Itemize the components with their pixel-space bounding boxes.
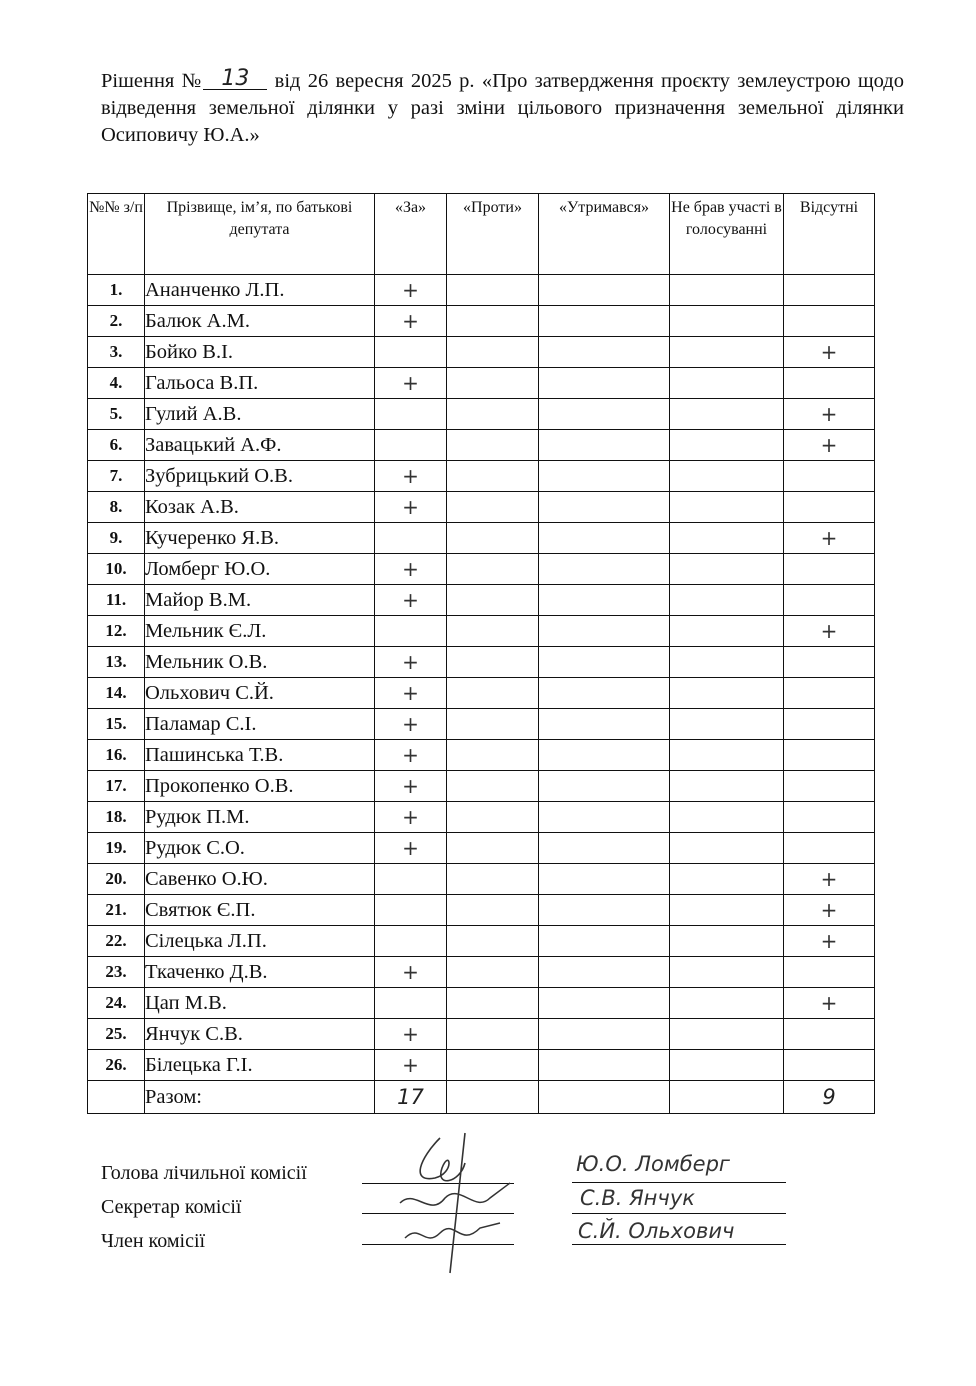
total-absent-value: 9 [822,1085,836,1109]
deputy-name: Зубрицький О.В. [145,461,375,492]
row-number: 14. [88,678,145,709]
vote-cell-proty [447,926,539,957]
role-member: Член комісії [101,1230,206,1252]
vote-cell-proty [447,802,539,833]
vote-cell-za [375,275,447,306]
handwritten-signatures-graphic [380,1128,520,1278]
row-number: 16. [88,740,145,771]
vote-cell-absent [784,678,875,709]
vote-cell-za [375,926,447,957]
vote-mark: + [820,867,838,891]
table-header-row [88,194,875,275]
vote-cell-absent [784,430,875,461]
vote-mark: + [402,309,419,333]
table-row [88,740,875,771]
deputy-name: Білецька Г.І. [145,1050,375,1081]
row-number: 21. [88,895,145,926]
total-proty-cell [447,1081,539,1114]
vote-cell-za [375,709,447,740]
vote-cell-utrymavsia [539,616,670,647]
vote-cell-not-voted [670,926,784,957]
row-number: 17. [88,771,145,802]
deputy-name: Мельник Є.Л. [145,616,375,647]
vote-cell-absent [784,709,875,740]
vote-cell-proty [447,1019,539,1050]
vote-mark: + [820,340,838,364]
vote-cell-absent [784,461,875,492]
row-number: 9. [88,523,145,554]
table-row [88,926,875,957]
row-number: 7. [88,461,145,492]
vote-cell-not-voted [670,678,784,709]
total-za-cell [375,1081,447,1114]
vote-cell-utrymavsia [539,771,670,802]
vote-mark: + [820,526,838,550]
vote-cell-proty [447,461,539,492]
vote-cell-proty [447,523,539,554]
vote-cell-not-voted [670,709,784,740]
vote-cell-absent [784,368,875,399]
vote-cell-absent [784,1019,875,1050]
table-row [88,430,875,461]
table-row [88,678,875,709]
vote-cell-not-voted [670,1050,784,1081]
vote-cell-utrymavsia [539,740,670,771]
vote-cell-proty [447,275,539,306]
vote-cell-utrymavsia [539,585,670,616]
signature-name-line-member [572,1244,786,1245]
vote-cell-za [375,1050,447,1081]
vote-cell-not-voted [670,802,784,833]
vote-cell-za [375,1019,447,1050]
table-row [88,492,875,523]
col-absent-header: Відсутні [784,194,875,275]
deputy-name: Савенко О.Ю. [145,864,375,895]
vote-cell-utrymavsia [539,709,670,740]
vote-mark: + [402,495,419,519]
vote-cell-utrymavsia [539,492,670,523]
vote-cell-absent [784,554,875,585]
vote-cell-utrymavsia [539,430,670,461]
table-row [88,802,875,833]
vote-cell-not-voted [670,647,784,678]
vote-cell-absent [784,740,875,771]
deputy-name: Кучеренко Я.В. [145,523,375,554]
decision-text: від 26 вересня 2025 р. «Про затвердження проєкту землеустрою щодо відведення земельної ділянки у разі зміни цільового призначення земельної ділянки Осиповичу Ю.А.» [101,70,904,146]
deputy-name: Майор В.М. [145,585,375,616]
vote-mark: + [402,681,419,705]
vote-mark: + [820,433,838,457]
vote-cell-utrymavsia [539,306,670,337]
vote-cell-not-voted [670,771,784,802]
vote-cell-absent [784,616,875,647]
vote-cell-absent [784,895,875,926]
deputy-name: Гальоса В.П. [145,368,375,399]
table-row [88,337,875,368]
vote-cell-za [375,337,447,368]
vote-cell-not-voted [670,957,784,988]
vote-mark: + [402,712,419,736]
vote-mark: + [402,650,419,674]
vote-cell-proty [447,895,539,926]
vote-cell-absent [784,492,875,523]
vote-cell-not-voted [670,740,784,771]
vote-cell-proty [447,306,539,337]
role-secretary: Секретар комісії [101,1196,242,1218]
row-number: 22. [88,926,145,957]
vote-cell-utrymavsia [539,368,670,399]
vote-cell-utrymavsia [539,957,670,988]
vote-cell-proty [447,740,539,771]
deputy-name: Бойко В.І. [145,337,375,368]
vote-cell-za [375,957,447,988]
vote-cell-proty [447,585,539,616]
vote-cell-za [375,771,447,802]
vote-cell-utrymavsia [539,337,670,368]
row-number: 26. [88,1050,145,1081]
deputy-name: Гулий А.В. [145,399,375,430]
vote-cell-utrymavsia [539,523,670,554]
vote-cell-za [375,306,447,337]
table-row [88,957,875,988]
deputy-name: Ананченко Л.П. [145,275,375,306]
signature-name-line-chair [572,1182,786,1183]
vote-cell-not-voted [670,895,784,926]
vote-cell-utrymavsia [539,833,670,864]
vote-cell-proty [447,430,539,461]
vote-cell-absent [784,864,875,895]
col-number-header: №№ з/п [88,194,145,275]
table-body [88,275,875,1081]
deputy-name: Ткаченко Д.В. [145,957,375,988]
row-number: 8. [88,492,145,523]
row-number: 12. [88,616,145,647]
vote-cell-za [375,430,447,461]
table-row [88,771,875,802]
vote-mark: + [402,836,419,860]
vote-cell-proty [447,709,539,740]
vote-mark: + [402,805,419,829]
deputy-name: Балюк А.М. [145,306,375,337]
signature-name-member: С.Й. Ольхович [578,1219,735,1243]
row-number: 15. [88,709,145,740]
col-name-header: Прізвище, ім’я, по батькові депутата [145,194,375,275]
vote-cell-proty [447,678,539,709]
deputy-name: Цап М.В. [145,988,375,1019]
vote-cell-absent [784,1050,875,1081]
vote-cell-utrymavsia [539,895,670,926]
vote-mark: + [820,402,838,426]
table-row [88,616,875,647]
vote-cell-not-voted [670,461,784,492]
row-number: 13. [88,647,145,678]
vote-cell-za [375,461,447,492]
table-row [88,709,875,740]
decision-number: 13 [203,69,267,90]
vote-cell-proty [447,554,539,585]
vote-cell-utrymavsia [539,1050,670,1081]
col-not-voted-header: Не брав участі в голосуванні [670,194,784,275]
vote-mark: + [402,278,419,302]
vote-cell-za [375,833,447,864]
table-row [88,647,875,678]
table-row [88,523,875,554]
row-number: 10. [88,554,145,585]
vote-cell-utrymavsia [539,554,670,585]
row-number: 2. [88,306,145,337]
vote-cell-utrymavsia [539,399,670,430]
signature-name-line-secretary [572,1213,786,1214]
vote-mark: + [402,371,419,395]
decision-header [101,68,904,149]
vote-cell-za [375,864,447,895]
table-row [88,585,875,616]
role-chair: Голова лічильної комісії [101,1162,307,1184]
table-row [88,461,875,492]
deputy-name: Рудюк С.О. [145,833,375,864]
total-empty-cell [88,1081,145,1114]
vote-cell-za [375,647,447,678]
vote-mark: + [402,557,419,581]
vote-cell-not-voted [670,616,784,647]
table-row [88,275,875,306]
signature-roles [101,1156,307,1258]
row-number: 3. [88,337,145,368]
vote-mark: + [402,743,419,767]
vote-mark: + [402,464,419,488]
vote-cell-proty [447,864,539,895]
vote-cell-za [375,368,447,399]
vote-cell-not-voted [670,337,784,368]
total-utrymavsia-cell [539,1081,670,1114]
vote-cell-za [375,585,447,616]
vote-cell-absent [784,337,875,368]
deputy-name: Янчук С.В. [145,1019,375,1050]
total-absent-cell [784,1081,875,1114]
row-number: 24. [88,988,145,1019]
signature-name-secretary: С.В. Янчук [580,1186,695,1210]
table-row [88,306,875,337]
vote-mark: + [820,991,838,1015]
vote-cell-za [375,554,447,585]
vote-cell-not-voted [670,399,784,430]
vote-cell-proty [447,399,539,430]
vote-mark: + [820,929,838,953]
vote-mark: + [820,898,838,922]
vote-cell-utrymavsia [539,678,670,709]
row-number: 4. [88,368,145,399]
vote-cell-not-voted [670,306,784,337]
vote-cell-za [375,895,447,926]
decision-prefix: Рішення № [101,70,204,92]
vote-cell-not-voted [670,554,784,585]
vote-cell-absent [784,771,875,802]
table-row [88,864,875,895]
vote-cell-proty [447,616,539,647]
vote-cell-absent [784,585,875,616]
vote-cell-not-voted [670,275,784,306]
vote-cell-utrymavsia [539,275,670,306]
vote-cell-absent [784,523,875,554]
vote-cell-not-voted [670,988,784,1019]
vote-cell-not-voted [670,492,784,523]
vote-mark: + [402,1022,419,1046]
vote-cell-absent [784,306,875,337]
table-row [88,1019,875,1050]
row-number: 5. [88,399,145,430]
vote-cell-not-voted [670,523,784,554]
vote-mark: + [820,619,838,643]
vote-cell-proty [447,337,539,368]
table-row [88,988,875,1019]
deputy-name: Завацький А.Ф. [145,430,375,461]
deputy-name: Пашинська Т.В. [145,740,375,771]
deputy-name: Рудюк П.М. [145,802,375,833]
vote-cell-not-voted [670,430,784,461]
deputy-name: Ольхович С.Й. [145,678,375,709]
vote-cell-proty [447,647,539,678]
vote-cell-absent [784,926,875,957]
vote-cell-not-voted [670,368,784,399]
total-row [88,1081,875,1114]
vote-cell-proty [447,1050,539,1081]
vote-cell-utrymavsia [539,1019,670,1050]
vote-cell-absent [784,802,875,833]
vote-cell-utrymavsia [539,864,670,895]
vote-cell-proty [447,833,539,864]
voting-table [87,193,875,1114]
vote-cell-absent [784,988,875,1019]
vote-cell-absent [784,957,875,988]
vote-mark: + [402,1053,419,1077]
vote-cell-utrymavsia [539,802,670,833]
vote-cell-za [375,802,447,833]
table-row [88,1050,875,1081]
signature-name-chair: Ю.О. Ломберг [576,1152,730,1176]
vote-mark: + [402,774,419,798]
vote-cell-not-voted [670,585,784,616]
vote-cell-utrymavsia [539,461,670,492]
deputy-name: Паламар С.І. [145,709,375,740]
vote-cell-absent [784,833,875,864]
total-za-value: 17 [397,1085,424,1109]
vote-cell-za [375,399,447,430]
row-number: 18. [88,802,145,833]
deputy-name: Прокопенко О.В. [145,771,375,802]
col-proty-header: «Проти» [447,194,539,275]
vote-cell-za [375,988,447,1019]
vote-cell-proty [447,492,539,523]
deputy-name: Сілецька Л.П. [145,926,375,957]
vote-cell-not-voted [670,833,784,864]
table-row [88,368,875,399]
col-za-header: «За» [375,194,447,275]
deputy-name: Козак А.В. [145,492,375,523]
vote-cell-utrymavsia [539,988,670,1019]
deputy-name: Святюк Є.П. [145,895,375,926]
vote-cell-absent [784,647,875,678]
vote-cell-proty [447,988,539,1019]
row-number: 1. [88,275,145,306]
vote-cell-utrymavsia [539,647,670,678]
table-row [88,895,875,926]
row-number: 19. [88,833,145,864]
vote-cell-proty [447,957,539,988]
deputy-name: Ломберг Ю.О. [145,554,375,585]
vote-cell-za [375,616,447,647]
vote-cell-not-voted [670,864,784,895]
table-row [88,554,875,585]
vote-cell-utrymavsia [539,926,670,957]
row-number: 23. [88,957,145,988]
total-label: Разом: [145,1081,375,1114]
vote-cell-not-voted [670,1019,784,1050]
vote-mark: + [402,588,419,612]
row-number: 11. [88,585,145,616]
vote-cell-absent [784,275,875,306]
row-number: 20. [88,864,145,895]
table-row [88,399,875,430]
vote-cell-za [375,678,447,709]
vote-cell-absent [784,399,875,430]
table-row [88,833,875,864]
total-not-voted-cell [670,1081,784,1114]
vote-cell-proty [447,368,539,399]
vote-cell-za [375,523,447,554]
deputy-name: Мельник О.В. [145,647,375,678]
row-number: 6. [88,430,145,461]
vote-mark: + [402,960,419,984]
row-number: 25. [88,1019,145,1050]
vote-cell-proty [447,771,539,802]
vote-cell-za [375,492,447,523]
col-utrymavsia-header: «Утримався» [539,194,670,275]
vote-cell-za [375,740,447,771]
